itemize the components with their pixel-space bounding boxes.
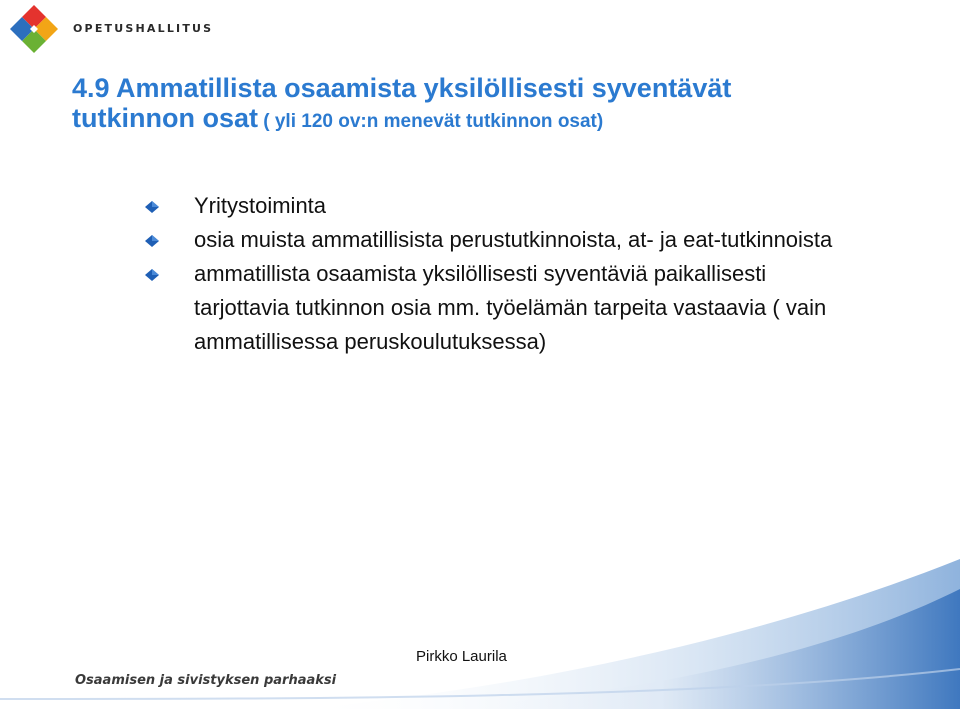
brand-name: OPETUSHALLITUS [73,22,214,35]
footer-tagline: Osaamisen ja sivistyksen parhaaksi [75,673,337,688]
title-line-2-main: tutkinnon osat [72,103,258,133]
title-line-1: 4.9 Ammatillista osaamista yksilöllisesti syventävät [72,73,732,103]
bullet-text: osia muista ammatillisista perustutkinnoista, at- ja eat-tutkinnoista [194,227,833,252]
bullet-item [145,223,865,257]
bullet-text: ammatillista osaamista yksilöllisesti syventäviä paikallisesti tarjottavia tutkinnon osia mm. työelämän tarpeita vastaavia ( vain ammatillisessa peruskoulutuksessa) [194,261,827,354]
diamond-bullet-icon [145,235,159,247]
title-line-2 [72,103,932,137]
slide-title [72,73,932,137]
bullet-item [145,189,865,223]
bullet-item [145,257,865,359]
author-name: Pirkko Laurila [416,648,507,665]
title-subtitle: ( yli 120 ov:n menevät tutkinnon osat) [257,111,604,132]
diamond-bullet-icon [145,201,159,213]
diamond-bullet-icon [145,269,159,281]
bullet-list [145,189,865,359]
opetushallitus-logo-icon [6,3,62,59]
bullet-text: Yritystoiminta [194,193,327,218]
